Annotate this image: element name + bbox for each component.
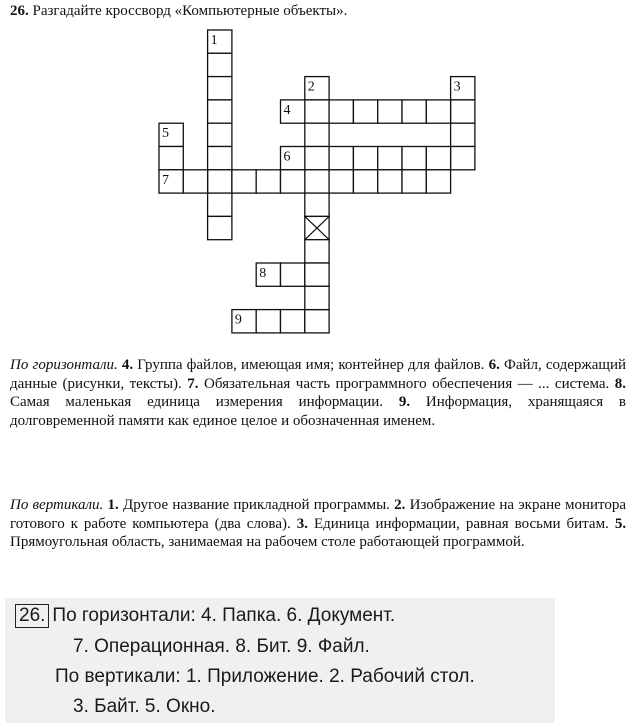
horizontal-label: По горизонтали. (10, 357, 118, 373)
clue-6-number: 6. (488, 357, 500, 373)
crossword-cell (183, 170, 207, 193)
crossword-cell (426, 170, 450, 193)
crossword-cell (305, 193, 329, 216)
crossword-cell (305, 170, 329, 193)
clue-7-number: 7. (187, 375, 199, 392)
answer-line-3: По вертикали: 1. Приложение. 2. Рабочий стол. (55, 666, 475, 687)
clue-2-number: 2. (394, 497, 406, 513)
crossword-cell (451, 100, 475, 123)
answer-line-4: 3. Байт. 5. Окно. (73, 696, 216, 717)
crossword-cell (281, 170, 305, 193)
crossword-cell (256, 310, 280, 333)
crossword-number-2: 2 (307, 79, 315, 95)
crossword-cell (281, 310, 305, 333)
crossword-number-1: 1 (210, 33, 218, 48)
clue-3-number: 3. (296, 515, 308, 532)
crossword-number-3: 3 (453, 79, 461, 95)
crossword-cell (378, 170, 402, 193)
crossword-cell (159, 147, 183, 170)
crossword-cell (426, 100, 450, 123)
crossword-number-5: 5 (162, 126, 169, 142)
crossword-cell (208, 216, 232, 239)
crossword-cell (281, 263, 305, 286)
clue-7-text: Обязательная часть программного обеспечения — ... система. (204, 375, 610, 392)
crossword-cell (451, 123, 475, 146)
answer-line-1 (15, 604, 395, 628)
clue-5-number: 5. (614, 515, 627, 532)
crossword-cell (305, 123, 329, 146)
crossword-number-6: 6 (283, 149, 291, 165)
clue-9-number: 9. (398, 394, 411, 410)
answer-horizontal-1: По горизонтали: 4. Папка. 6. Документ. (52, 605, 396, 626)
crossword-cell (305, 286, 329, 309)
clue-8-number: 8. (614, 375, 627, 392)
crossword-cell (402, 100, 426, 123)
answer-number: 26. (15, 604, 49, 628)
crossword-cell (208, 123, 232, 146)
crossword-cell (329, 147, 353, 170)
crossword-cell (329, 100, 353, 123)
crossword-cell (208, 77, 232, 100)
crossword-number-4: 4 (283, 102, 291, 118)
clue-1-text: Другое название прикладной программы. (122, 497, 390, 513)
crossword-cell (353, 100, 377, 123)
crossword-cell (208, 147, 232, 170)
crossword-cell (402, 147, 426, 170)
crossword-cell (208, 193, 232, 216)
crossword-cell (305, 310, 329, 333)
crossword-number-8: 8 (259, 266, 267, 281)
crossword-cell (208, 170, 232, 193)
crossword-cell (353, 147, 377, 170)
crossword-cell (305, 147, 329, 170)
clue-1-number: 1. (107, 497, 119, 513)
vertical-label: По вертикали. (10, 497, 104, 513)
crossword-cell (232, 170, 256, 193)
clue-9-text: Информация, хранящаяся в долговременной памяти как единое целое и обозначенная именем. (10, 394, 627, 429)
clue-2-text: Изображение на экране монитора готового к работе компьютера (два слова). (10, 497, 627, 532)
clue-8-text: Самая маленькая единица измерения информации. (10, 394, 384, 410)
crossword-cell (208, 100, 232, 123)
crossword-cell (256, 170, 280, 193)
clue-4-number: 4. (121, 357, 134, 373)
crossword-cell (353, 170, 377, 193)
answer-line-2: 7. Операционная. 8. Бит. 9. Файл. (73, 636, 370, 657)
answer-box (5, 598, 555, 723)
crossword-cell (378, 147, 402, 170)
crossword-cell (426, 147, 450, 170)
crossword-cell (451, 147, 475, 170)
clue-5-text: Прямоугольная область, занимаемая на рабочем столе работающей программой. (10, 534, 525, 550)
crossword-cell (305, 240, 329, 263)
crossword-grid (0, 0, 634, 340)
crossword-cell (378, 100, 402, 123)
crossword-number-7: 7 (162, 172, 169, 188)
task-number: 26. (10, 3, 29, 19)
task-text: Разгадайте кроссворд «Компьютерные объекты». (32, 3, 348, 19)
clue-3-text: Единица информации, равная восьми битам. (313, 515, 609, 532)
crossword-cell (305, 263, 329, 286)
horizontal-clues (10, 356, 626, 430)
crossword-cell (402, 170, 426, 193)
crossword-cell (305, 100, 329, 123)
crossword-cell (208, 53, 232, 76)
vertical-clues (10, 496, 626, 552)
crossword-cell (329, 170, 353, 193)
crossword-number-9: 9 (234, 312, 242, 328)
clue-4-text: Группа файлов, имеющая имя; контейнер для файлов. (137, 357, 485, 373)
clue-6-text: Файл, содержащий данные (рисунки, тексты). (10, 357, 627, 392)
